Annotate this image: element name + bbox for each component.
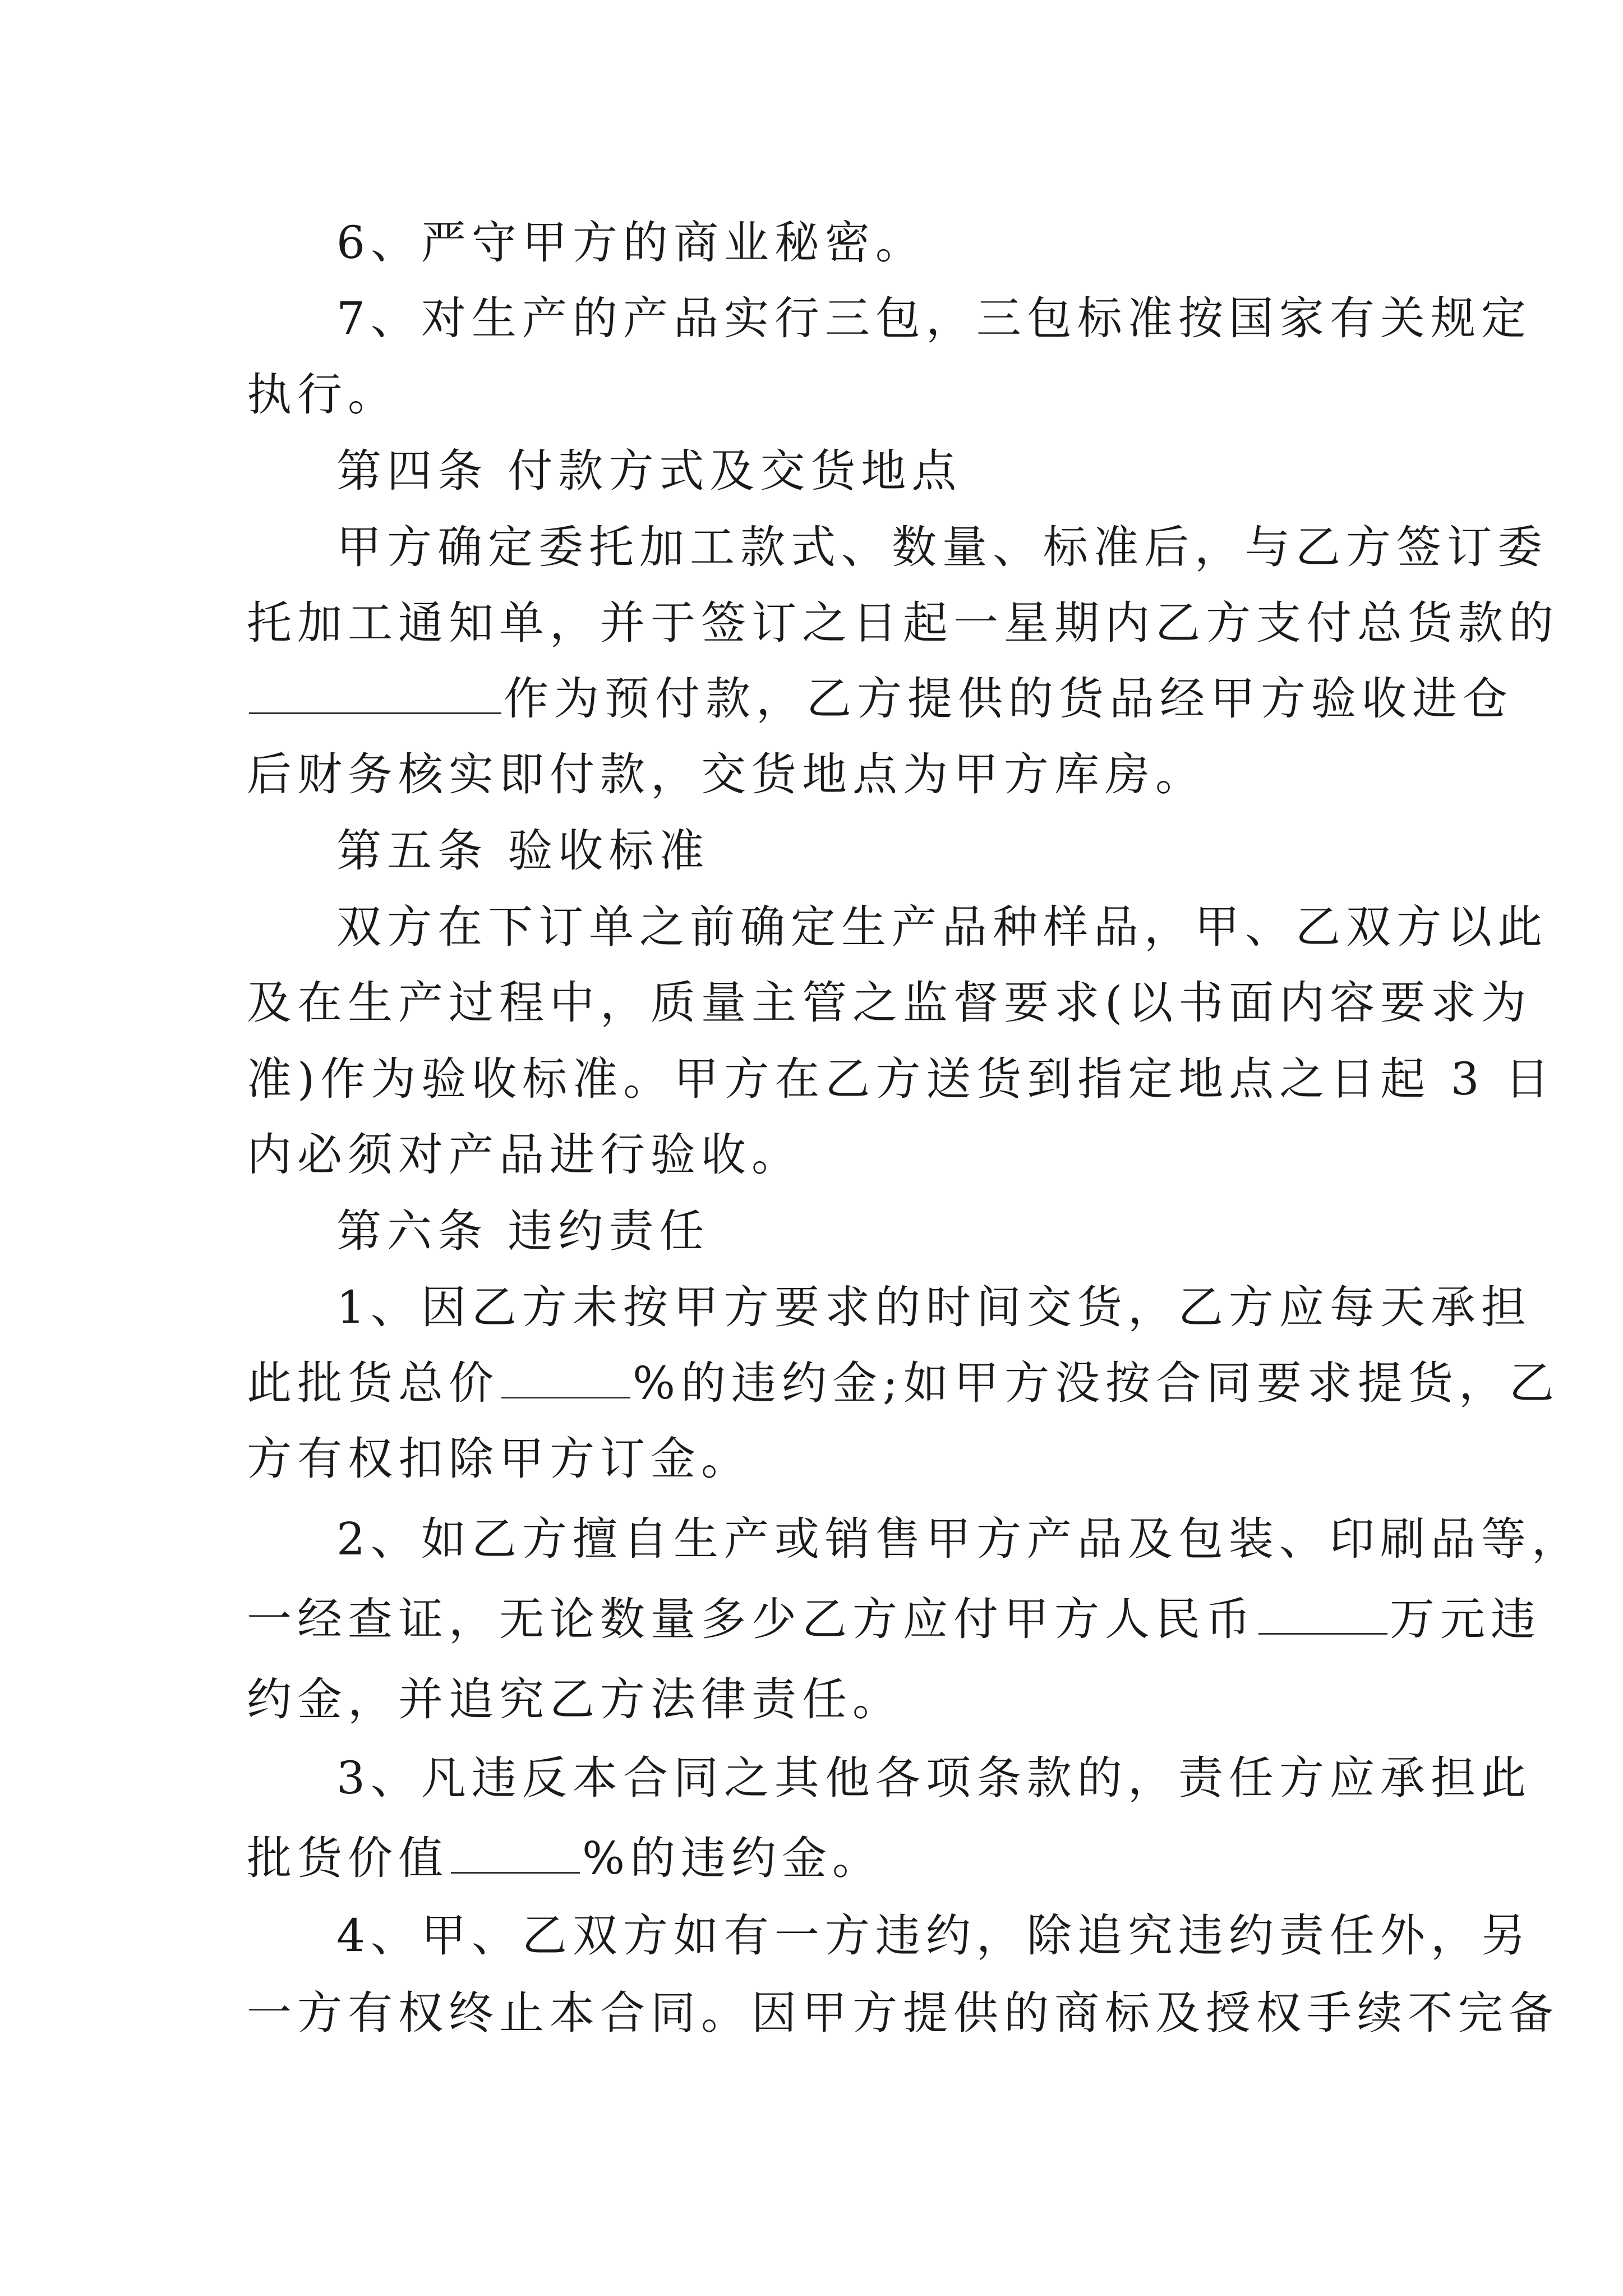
article-6-item-1-line-2 xyxy=(247,1356,1560,1410)
article-6-item-4: 4、甲、乙双方如有一方违约，除追究违约责任外，另 xyxy=(336,1910,1532,1962)
article-6-item-2-line-2-text-b: 万元违 xyxy=(1390,1593,1541,1645)
article-6-item-3: 3、凡违反本合同之其他各项条款的，责任方应承担此 xyxy=(336,1752,1532,1804)
article-5-paragraph-line-2: 及在生产过程中，质量主管之监督要求(以书面内容要求为 xyxy=(247,977,1532,1029)
article-4-paragraph: 甲方确定委托加工款式、数量、标准后，与乙方签订委 xyxy=(336,521,1548,573)
article-4-paragraph-line-4: 后财务核实即付款，交货地点为甲方库房。 xyxy=(247,748,1206,800)
article-5-heading: 第五条 验收标准 xyxy=(336,825,710,877)
clause-item-7-continued: 执行。 xyxy=(247,369,398,421)
article-4-paragraph-line-3 xyxy=(247,672,1513,726)
article-6-item-1: 1、因乙方未按甲方要求的时间交货，乙方应每天承担 xyxy=(336,1281,1532,1333)
article-6-heading: 第六条 违约责任 xyxy=(336,1205,710,1257)
clause-item-7: 7、对生产的产品实行三包，三包标准按国家有关规定 xyxy=(336,292,1532,344)
article-6-item-3-line-2 xyxy=(247,1832,883,1885)
article-6-item-2-line-2 xyxy=(247,1593,1541,1646)
article-6-item-3-line-2-text-a: 批货价值 xyxy=(247,1832,449,1884)
article-6-item-1-line-2-text-a: 此批货总价 xyxy=(247,1357,499,1409)
prepayment-blank xyxy=(249,673,501,714)
article-4-paragraph-line-2: 托加工通知单，并于签订之日起一星期内乙方支付总货款的 xyxy=(247,597,1559,649)
article-6-item-2-line-2-text-a: 一经查证，无论数量多少乙方应付甲方人民币 xyxy=(247,1593,1256,1645)
penalty-amount-blank xyxy=(1258,1594,1387,1635)
article-6-item-3-line-2-text-b: %的违约金。 xyxy=(582,1832,883,1884)
article-4-paragraph-line-3-text: 作为预付款，乙方提供的货品经甲方验收进仓 xyxy=(504,673,1513,725)
clause-item-6: 6、严守甲方的商业秘密。 xyxy=(336,217,926,269)
article-5-paragraph-line-4: 内必须对产品进行验收。 xyxy=(247,1129,802,1181)
breach-penalty-rate-blank xyxy=(451,1833,580,1874)
article-6-item-1-line-3: 方有权扣除甲方订金。 xyxy=(247,1433,751,1485)
daily-penalty-rate-blank xyxy=(501,1358,630,1398)
article-5-paragraph-line-3: 准)作为验收标准。甲方在乙方送货到指定地点之日起 3 日 xyxy=(247,1053,1555,1105)
article-6-item-2-line-3: 约金，并追究乙方法律责任。 xyxy=(247,1673,903,1726)
article-6-item-2: 2、如乙方擅自生产或销售甲方产品及包装、印刷品等， xyxy=(336,1513,1582,1565)
article-5-paragraph: 双方在下订单之前确定生产品种样品，甲、乙双方以此 xyxy=(336,901,1548,953)
article-6-item-4-line-2: 一方有权终止本合同。因甲方提供的商标及授权手续不完备 xyxy=(247,1987,1559,2039)
article-6-item-1-line-2-text-b: %的违约金;如甲方没按合同要求提货，乙 xyxy=(633,1357,1560,1409)
article-4-heading: 第四条 付款方式及交货地点 xyxy=(336,445,962,497)
